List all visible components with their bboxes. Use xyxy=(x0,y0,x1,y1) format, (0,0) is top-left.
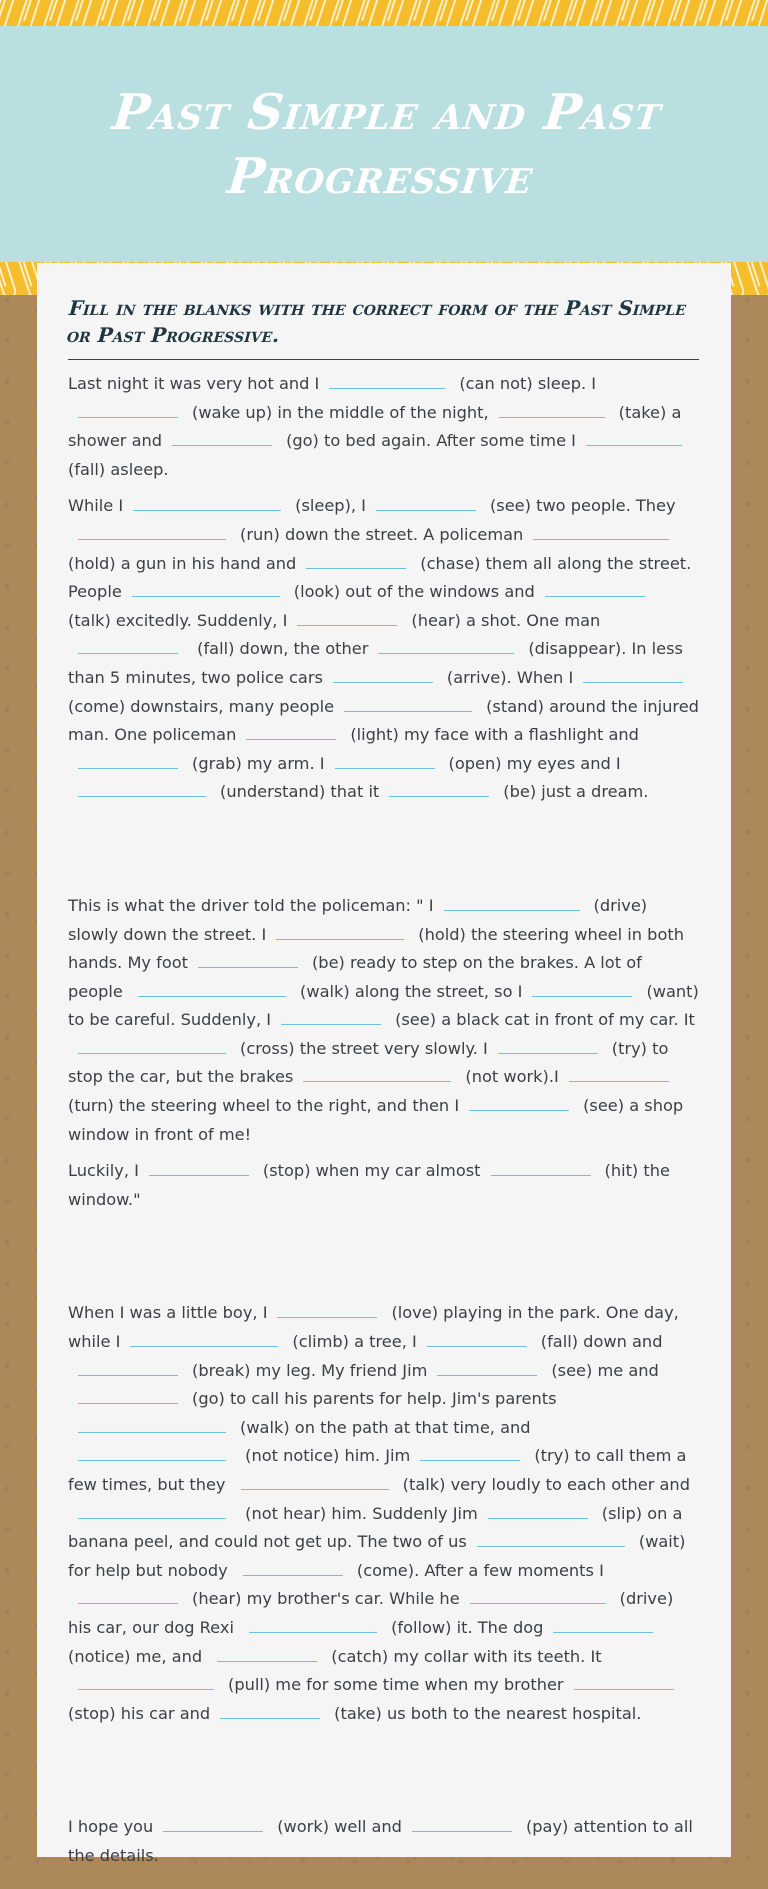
blank-input[interactable] xyxy=(277,1303,377,1318)
blank-input[interactable] xyxy=(276,925,404,940)
text-segment: (see) me and xyxy=(551,1360,659,1380)
text-segment: Last night it was very hot and I xyxy=(68,374,320,393)
text-segment: (try) to stop the car, but the brakes xyxy=(68,1038,669,1087)
blank-input[interactable] xyxy=(217,1647,317,1662)
paragraph-dream xyxy=(68,492,699,807)
blank-input[interactable] xyxy=(78,1418,226,1433)
blank-input[interactable] xyxy=(491,1161,591,1176)
blank-input[interactable] xyxy=(378,639,514,654)
blank-input[interactable] xyxy=(389,782,489,797)
text-segment: (hold) a gun in his hand and xyxy=(68,553,297,573)
blank-input[interactable] xyxy=(78,754,178,769)
blank-input[interactable] xyxy=(246,725,336,740)
blank-input[interactable] xyxy=(78,1504,226,1519)
blank-input[interactable] xyxy=(78,1589,178,1604)
blank-input[interactable] xyxy=(376,496,476,511)
text-segment: (notice) me, and xyxy=(68,1646,203,1666)
text-segment: (pay) attention to all the details. xyxy=(68,1817,693,1865)
blank-input[interactable] xyxy=(333,668,433,683)
blank-input[interactable] xyxy=(303,1067,451,1082)
text-segment: (walk) along the street, so I xyxy=(300,981,523,1001)
text-segment: (drive) his car, our dog Rexi xyxy=(68,1589,674,1637)
blank-input[interactable] xyxy=(412,1817,512,1832)
blank-input[interactable] xyxy=(427,1332,527,1347)
blank-input[interactable] xyxy=(78,782,206,797)
blank-input[interactable] xyxy=(553,1618,653,1633)
text-segment: (arrive). When I xyxy=(446,667,574,687)
blank-input[interactable] xyxy=(498,1039,598,1054)
text-segment: (see) two people. They xyxy=(489,496,676,516)
text-segment: (sleep), I xyxy=(295,496,366,516)
text-segment: (break) my leg. My friend Jim xyxy=(192,1360,428,1380)
instructions-heading: Fill in the blanks with the correct form of the Past Simple or Past Progressive. xyxy=(66,296,687,347)
blank-input[interactable] xyxy=(306,554,406,569)
blank-input[interactable] xyxy=(488,1504,588,1519)
blank-input[interactable] xyxy=(469,1096,569,1111)
text-segment: (run) down the street. A policeman xyxy=(240,524,524,544)
blank-input[interactable] xyxy=(172,431,272,446)
paragraph-boy xyxy=(68,1299,699,1728)
text-segment: (not hear) him. Suddenly Jim xyxy=(245,1503,478,1523)
text-segment: (hold) the steering wheel in both hands. My foot xyxy=(68,924,684,973)
paragraph-luckily xyxy=(68,1157,699,1214)
divider xyxy=(68,359,699,360)
text-segment: (hear) a shot. One man xyxy=(411,610,601,630)
header-banner xyxy=(0,26,768,262)
blank-input[interactable] xyxy=(78,1446,226,1461)
text-segment: (not work).I xyxy=(465,1067,559,1087)
blank-input[interactable] xyxy=(243,1561,343,1576)
blank-input[interactable] xyxy=(163,1817,263,1832)
blank-input[interactable] xyxy=(220,1704,320,1719)
text-segment: (be) ready to step on the brakes. A lot of people xyxy=(68,953,642,1001)
text-segment: (go) to call his parents for help. Jim's parents xyxy=(192,1389,557,1409)
blank-input[interactable] xyxy=(533,525,669,540)
text-segment: (drive) slowly down the street. I xyxy=(68,895,648,944)
blank-input[interactable] xyxy=(281,1010,381,1025)
text-segment: (not notice) him. Jim xyxy=(245,1446,411,1466)
text-segment: Luckily, I xyxy=(68,1161,139,1181)
text-segment: (turn) the steering wheel to the right, and then I xyxy=(68,1096,460,1116)
blank-input[interactable] xyxy=(532,982,632,997)
page-title: Past Simple and Past Progressive xyxy=(110,83,665,205)
text-segment: (go) to bed again. After some time I xyxy=(286,431,576,451)
blank-input[interactable] xyxy=(329,374,445,389)
text-segment: I hope you xyxy=(68,1817,154,1837)
text-segment: (come) downstairs, many people xyxy=(68,696,335,716)
blank-input[interactable] xyxy=(241,1475,389,1490)
text-segment: (climb) a tree, I xyxy=(292,1332,417,1352)
paragraph-driver xyxy=(68,892,699,1149)
text-segment: (fall) down, the other xyxy=(197,639,369,659)
blank-input[interactable] xyxy=(569,1067,669,1082)
blank-input[interactable] xyxy=(335,754,435,769)
text-segment: (want) to be careful. Suddenly, I xyxy=(68,981,699,1030)
text-segment: (be) just a dream. xyxy=(503,782,649,802)
text-segment: (wake up) in the middle of the night, xyxy=(192,402,489,422)
blank-input[interactable] xyxy=(198,953,298,968)
blank-input[interactable] xyxy=(297,611,397,626)
text-segment: (try) to call them a few times, but they xyxy=(68,1446,687,1494)
text-segment: (stop) when my car almost xyxy=(262,1161,481,1181)
text-segment: (grab) my arm. I xyxy=(192,753,325,773)
text-segment: (slip) on a banana peel, and could not get up. The two of us xyxy=(68,1503,683,1552)
text-segment: (follow) it. The dog xyxy=(391,1617,544,1637)
text-segment: (catch) my collar with its teeth. It xyxy=(331,1646,602,1666)
blank-input[interactable] xyxy=(444,896,580,911)
text-segment: (chase) them all along the street. People xyxy=(68,553,692,602)
text-segment: (walk) on the path at that time, and xyxy=(240,1417,531,1437)
blank-input[interactable] xyxy=(78,639,178,654)
blank-input[interactable] xyxy=(344,697,472,712)
blank-input[interactable] xyxy=(78,1675,214,1690)
blank-input[interactable] xyxy=(574,1675,674,1690)
text-segment: (talk) excitedly. Suddenly, I xyxy=(68,610,288,630)
text-segment: This is what the driver told the policeman: " I xyxy=(68,895,434,915)
blank-input[interactable] xyxy=(132,582,280,597)
blank-input[interactable] xyxy=(133,496,281,511)
text-segment: (work) well and xyxy=(277,1817,402,1837)
text-segment: While I xyxy=(68,496,124,516)
blank-input[interactable] xyxy=(470,1589,606,1604)
paragraph-night xyxy=(68,370,699,484)
blank-input[interactable] xyxy=(78,1361,178,1376)
text-segment: (talk) very loudly to each other and xyxy=(402,1475,690,1494)
blank-input[interactable] xyxy=(78,525,226,540)
text-segment: (disappear). In less than 5 minutes, two police cars xyxy=(68,639,683,687)
text-segment: When I was a little boy, I xyxy=(68,1303,268,1323)
blank-input[interactable] xyxy=(78,1039,226,1054)
blank-input[interactable] xyxy=(437,1361,537,1376)
text-segment: (love) playing in the park. One day, while I xyxy=(68,1303,679,1352)
text-segment: (see) a shop window in front of me! xyxy=(68,1096,684,1144)
worksheet xyxy=(37,263,731,1865)
text-segment: (take) a shower and xyxy=(68,402,682,451)
text-segment: (can not) sleep. I xyxy=(459,374,597,393)
text-segment: (hit) the window." xyxy=(68,1161,670,1209)
blank-input[interactable] xyxy=(420,1446,520,1461)
blank-input[interactable] xyxy=(78,403,178,418)
text-segment: (understand) that it xyxy=(220,782,380,802)
blank-input[interactable] xyxy=(545,582,645,597)
text-segment: (open) my eyes and I xyxy=(448,753,621,773)
text-segment: (come). After a few moments I xyxy=(356,1560,604,1580)
blank-input[interactable] xyxy=(78,1389,178,1404)
blank-input[interactable] xyxy=(149,1161,249,1176)
text-segment: (cross) the street very slowly. I xyxy=(240,1038,488,1058)
text-segment: (light) my face with a flashlight and xyxy=(350,725,639,745)
text-segment: (hear) my brother's car. While he xyxy=(192,1589,460,1609)
text-segment: (wait) for help but nobody xyxy=(68,1532,686,1580)
text-segment: (stand) around the injured man. One policeman xyxy=(68,696,699,745)
paragraph-closing xyxy=(68,1813,699,1870)
blank-input[interactable] xyxy=(249,1618,377,1633)
blank-input[interactable] xyxy=(499,403,605,418)
text-segment: (fall) down and xyxy=(540,1332,663,1352)
text-segment: (take) us both to the nearest hospital. xyxy=(334,1703,642,1723)
text-segment: (stop) his car and xyxy=(68,1703,211,1723)
text-segment: (see) a black cat in front of my car. It xyxy=(395,1010,695,1030)
text-segment: (pull) me for some time when my brother xyxy=(228,1675,564,1695)
blank-input[interactable] xyxy=(583,668,683,683)
blank-input[interactable] xyxy=(130,1332,278,1347)
text-segment: (look) out of the windows and xyxy=(293,582,535,602)
blank-input[interactable] xyxy=(586,431,682,446)
blank-input[interactable] xyxy=(477,1532,625,1547)
blank-input[interactable] xyxy=(138,982,286,997)
text-segment: (fall) asleep. xyxy=(68,459,169,479)
